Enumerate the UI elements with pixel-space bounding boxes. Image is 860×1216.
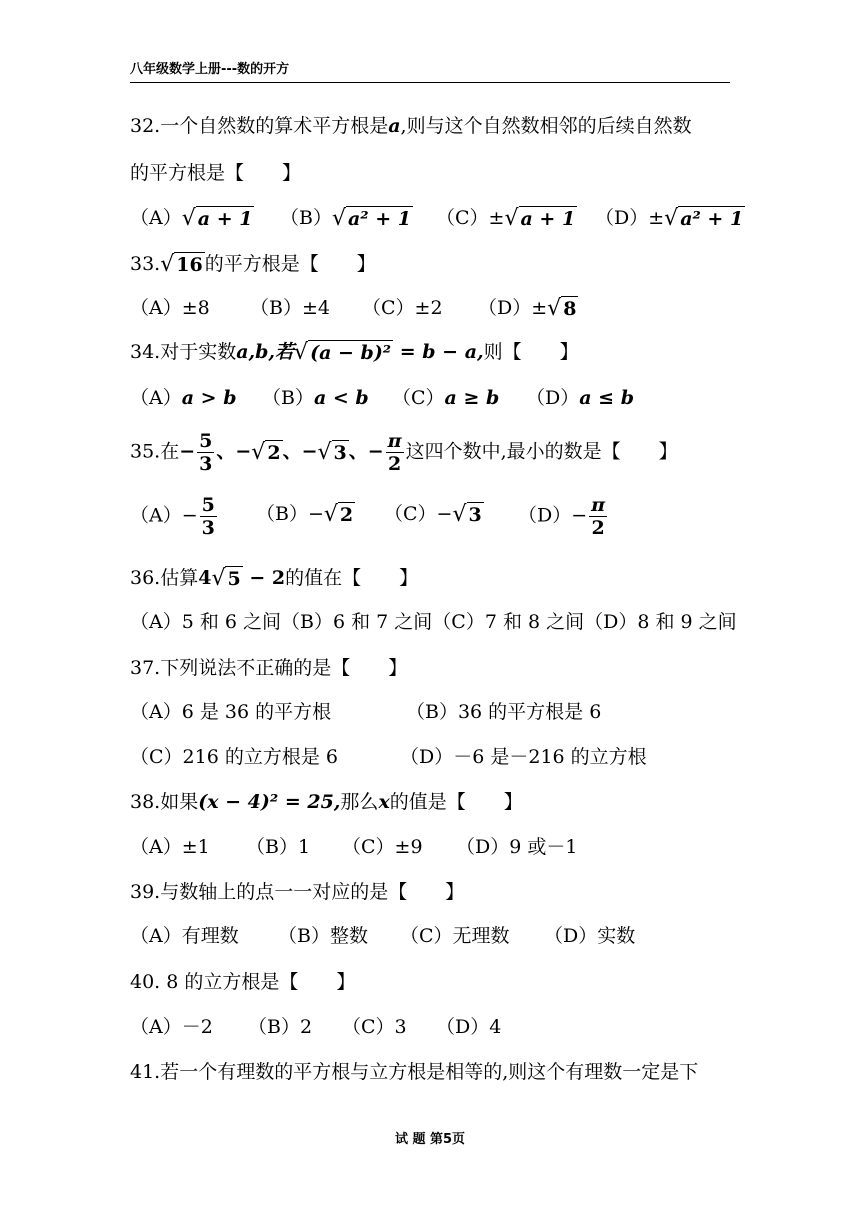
q33-stem: 33. √ 16 的平方根是【 】 xyxy=(130,252,376,277)
q38-option-d: （D）9 或－1 xyxy=(456,836,578,858)
q39-option-a: （A）有理数 xyxy=(130,925,239,947)
q37-option-a: （A）6 是 36 的平方根 xyxy=(130,701,332,723)
q32-stem: 32.一个自然数的算术平方根是a,则与这个自然数相邻的后续自然数 xyxy=(130,115,692,137)
q38-option-c: （C）±9 xyxy=(342,836,423,858)
q32-option-c: （C）± √ a + 1 xyxy=(436,206,576,231)
q32-option-b: （B） √ a² + 1 xyxy=(280,206,412,231)
q37-option-c: （C）216 的立方根是 6 xyxy=(130,746,338,768)
q34-option-c: （C）a ≥ b xyxy=(392,387,500,409)
q40-option-b: （B）2 xyxy=(248,1016,313,1038)
q39-option-b: （B）整数 xyxy=(278,925,368,947)
q33-option-d: （D）± √ 8 xyxy=(478,296,577,321)
header-title: 八年级数学上册---数的开方 xyxy=(130,62,290,77)
q32-stem-line2: 的平方根是【 】 xyxy=(130,162,302,184)
q34-option-b: （B）a < b xyxy=(262,387,369,409)
page-header xyxy=(130,62,730,83)
q32-option-a: （A） √ a + 1 xyxy=(130,206,253,231)
q36-options: （A）5 和 6 之间（B）6 和 7 之间（C）7 和 8 之间（D）8 和 9 之间 xyxy=(130,611,737,633)
q35-frac-5-3: $\frac{5}{3}$ xyxy=(199,430,213,475)
q36-stem: 36.估算4 √ 5 − 2的值在【 】 xyxy=(130,566,419,591)
q39-option-d: （D）实数 xyxy=(544,925,636,947)
page-footer xyxy=(0,1128,860,1147)
q40-option-d: （D）4 xyxy=(436,1016,502,1038)
q40-stem: 40. 8 的立方根是【 】 xyxy=(130,971,356,993)
q34-option-d: （D）a ≤ b xyxy=(526,387,634,409)
q32-option-d: （D）± √ a² + 1 xyxy=(595,206,744,231)
q33-option-b: （B）±4 xyxy=(250,297,330,319)
q39-stem: 39.与数轴上的点一一对应的是【 】 xyxy=(130,881,465,903)
q38-option-a: （A）±1 xyxy=(130,836,210,858)
q35-option-d: （D）− $\frac{\pi}{2}$ xyxy=(518,494,606,539)
footer-page-label: 试 题 第5页 xyxy=(394,1132,466,1147)
q34-option-a: （A）a > b xyxy=(130,387,237,409)
q34-stem: 34.对于实数a,b,若 √ (a − b)² = b − a,则【 】 xyxy=(130,340,579,365)
q35-frac-pi-2: $\frac{\pi}{2}$ xyxy=(387,430,402,475)
q33-option-a: （A）±8 xyxy=(130,297,210,319)
q38-stem: 38.如果(x − 4)² = 25,那么x的值是【 】 xyxy=(130,791,523,813)
q37-option-b: （B）36 的平方根是 6 xyxy=(406,701,602,723)
q35-stem: 35.在− $\frac{5}{3}$ 、− √ 2 、− √ 3 、− $\frac{\pi}{2}$ 这四个数中,最小的数是【 】 xyxy=(130,430,678,475)
q35-option-a: （A）− $\frac{5}{3}$ xyxy=(130,494,215,539)
q40-option-a: （A）－2 xyxy=(130,1016,213,1038)
q37-option-d: （D）－6 是－216 的立方根 xyxy=(400,746,647,768)
q39-option-c: （C）无理数 xyxy=(400,925,510,947)
q37-stem: 37.下列说法不正确的是【 】 xyxy=(130,657,408,679)
q40-option-c: （C）3 xyxy=(342,1016,407,1038)
q38-option-b: （B）1 xyxy=(246,836,311,858)
q35-option-c: （C）− √ 3 xyxy=(384,502,482,527)
q41-stem: 41.若一个有理数的平方根与立方根是相等的,则这个有理数一定是下 xyxy=(130,1061,699,1083)
q35-option-b: （B）− √ 2 xyxy=(256,502,354,527)
q33-option-c: （C）±2 xyxy=(362,297,443,319)
